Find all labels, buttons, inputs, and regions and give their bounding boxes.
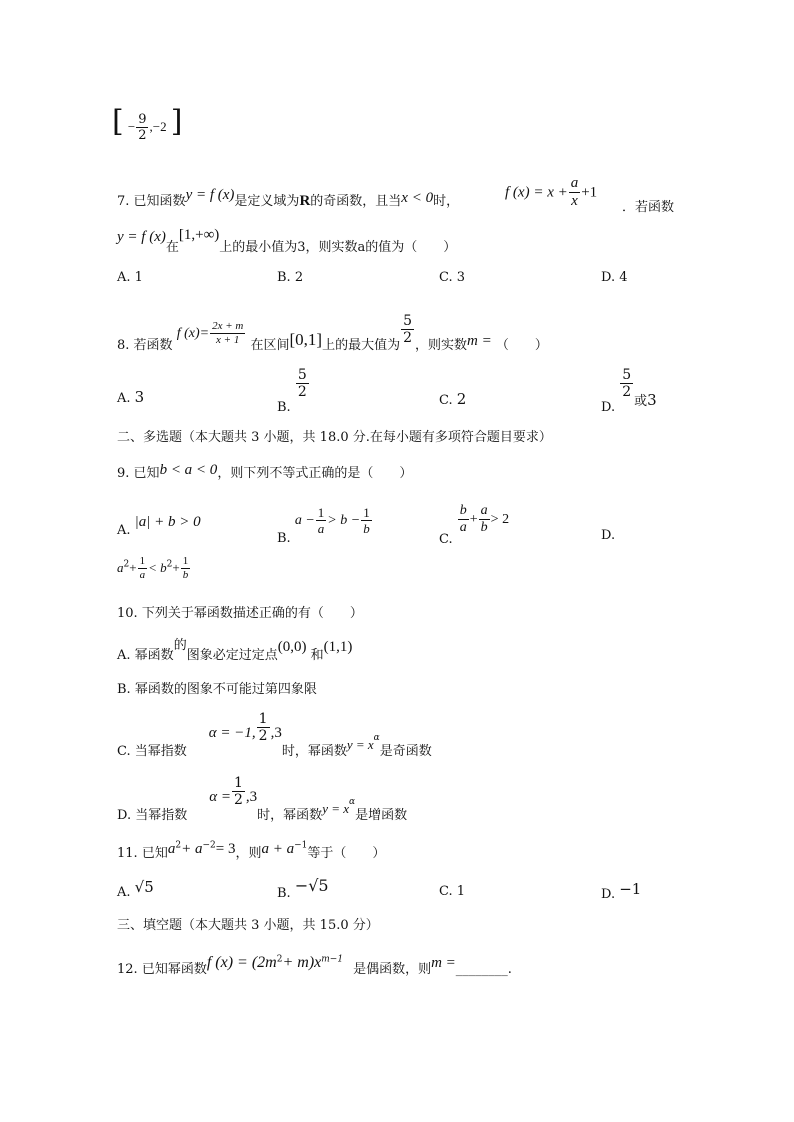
q11-option-d[interactable]: D. −1 — [601, 880, 642, 902]
q8-option-c[interactable]: C. 2 — [439, 390, 467, 408]
section-header-multiple-choice: 二、多选题（本大题共 3 小题，共 18.0 分.在每小题有多项符合题目要求） — [117, 430, 552, 445]
q7-stem-line2: y = f (x)在[1,+∞)上的最小值为3，则实数a的值为（ ） — [117, 227, 457, 255]
section-header-fill-in: 三、填空题（本大题共 3 小题，共 15.0 分） — [117, 918, 379, 933]
q9-option-d-label[interactable]: D. — [601, 528, 616, 543]
q9-option-c[interactable]: C. $\frac{b}{a}$ + $\frac{a}{b}$ > 2 — [439, 503, 510, 547]
q7-option-b[interactable]: B. 2 — [277, 270, 304, 285]
q10-stem: 10. 下列关于幂函数描述正确的有（ ） — [117, 606, 363, 621]
q7-option-d[interactable]: D. 4 — [601, 270, 628, 285]
q10-option-b[interactable]: B. 幂函数的图象不可能过第四象限 — [117, 682, 317, 697]
q12-answer-blank[interactable]: ________. — [455, 962, 512, 977]
q10-option-d[interactable]: D. 当幂指数α = $\frac{1}{2}$ ,3时，幂函数$y = x_\alpha$是增函数 — [117, 775, 408, 823]
q11-stem: 11. 已知$a^2+ a^{-2}= 3$，则$a + a^{-1}$等于（ ） — [117, 840, 386, 861]
q8-option-a[interactable]: A. 3 — [117, 388, 145, 406]
q9-option-a[interactable]: A. |a| + b > 0 — [117, 514, 201, 538]
q11-option-a[interactable]: A. √5 — [117, 878, 154, 900]
q10-option-c[interactable]: C. 当幂指数α = −1, $\frac{1}{2}$ ,3时，幂函数$y = x_\alpha$是奇函数 — [117, 711, 432, 759]
q7-stem-line1: 7. 已知函数y = f (x)是定义域为R的奇函数，且当x < 0时， — [117, 187, 460, 209]
q8-option-d[interactable]: D. $\frac{5}{2}$ 或3 — [601, 367, 657, 415]
q7-option-a[interactable]: A. 1 — [117, 270, 143, 285]
q11-option-b[interactable]: B. −√5 — [277, 876, 329, 901]
q9-option-d-expression[interactable]: $a^2+$ $\frac{1}{a}$ < $b^2+$ $\frac{1}{b}$ — [117, 555, 189, 581]
q10-option-a[interactable]: A. 幂函数的图象必定过定点(0,0) 和(1,1) — [117, 638, 353, 663]
q7-option-c[interactable]: C. 3 — [439, 270, 466, 285]
q7-function-formula: f (x) = x + $\frac{a}{x}$ +1 — [505, 175, 598, 209]
q8-stem: 8. 若函数 f (x)= $\frac{2x + m}{x + 1}$ 在区间[0,1]上的最大值为 $\frac{5}{2}$ ，则实数m = （ ） — [117, 313, 548, 353]
q9-option-b[interactable]: B. a − $\frac{1}{a}$ > b − $\frac{1}{b}$ — [277, 505, 370, 546]
q6-answer-interval: [ − $\frac{9}{2}$ ,−2 ] — [112, 104, 183, 143]
q7-stem-line1-end: ．若函数 — [622, 200, 675, 215]
q12-stem: 12. 已知幂函数f $(x) = (2m^2+ m)x^{m-1}$是偶函数，则m =________. — [117, 954, 512, 977]
q8-option-b[interactable]: B. $\frac{5}{2}$ — [277, 367, 307, 415]
q9-stem: 9. 已知b < a < 0，则下列不等式正确的是（ ） — [117, 462, 413, 481]
q11-option-c[interactable]: C. 1 — [439, 884, 466, 899]
